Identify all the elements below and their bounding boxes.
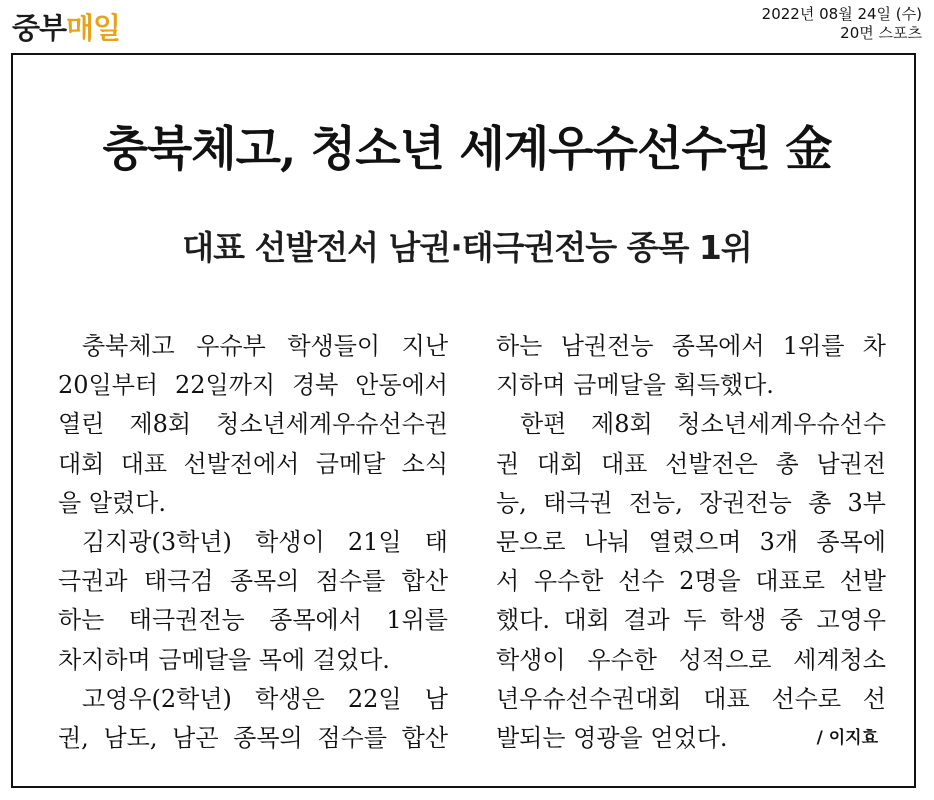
body-line: 하는 태극권전능 종목에서 1위를	[58, 606, 448, 635]
body-line: 충북체고 우슈부 학생들이 지난	[82, 332, 448, 360]
publication-date: 2022년 08월 24일 (수)	[761, 5, 922, 23]
body-line: 20일부터 22일까지 경북 안동에서	[58, 371, 448, 400]
body-line: 서 우수한 선수 2명을 대표로 선발	[496, 567, 886, 596]
article-headline: 충북체고, 청소년 세계우슈선수권 金	[102, 122, 832, 177]
masthead-name-main: 중부	[12, 11, 67, 45]
body-line: 을 알렸다.	[58, 488, 166, 517]
body-line: 차지하며 금메달을 목에 걸었다.	[58, 645, 390, 674]
body-line: 년우슈선수권대회 대표 선수로 선	[496, 684, 886, 713]
byline: / 이지효	[816, 728, 878, 749]
body-line: 권, 남도, 남곤 종목의 점수를 합산	[58, 724, 448, 753]
body-line: 대회 대표 선발전에서 금메달 소식	[58, 449, 448, 478]
masthead-logo	[12, 6, 120, 47]
body-line: 하는 남권전능 종목에서 1위를 차	[496, 332, 886, 360]
body-line: 한편 제8회 청소년세계우슈선수	[520, 410, 886, 439]
body-line: 김지광(3학년) 학생이 21일 태	[82, 528, 448, 557]
page-section: 20면 스포츠	[840, 24, 922, 42]
body-line: 권 대회 대표 선발전은 총 남권전	[496, 449, 886, 478]
publication-meta	[762, 5, 922, 43]
masthead-name-tail: 매일	[66, 11, 121, 45]
body-line: 발되는 영광을 얻었다.	[496, 724, 728, 753]
body-line: 능, 태극권 전능, 장권전능 총 3부	[496, 488, 886, 517]
body-line: 극권과 태극검 종목의 점수를 합산	[58, 567, 448, 596]
article-subhead: 대표 선발전서 남권·태극권전능 종목 1위	[182, 228, 752, 267]
body-line: 했다. 대회 결과 두 학생 중 고영우	[496, 606, 886, 635]
body-line: 문으로 나눠 열렸으며 3개 종목에	[496, 528, 886, 557]
closing-line	[496, 719, 886, 758]
body-line: 고영우(2학년) 학생은 22일 남	[82, 684, 448, 713]
body-line: 학생이 우수한 성적으로 세계청소	[496, 645, 886, 674]
body-line: 열린 제8회 청소년세계우슈선수권	[58, 410, 448, 439]
body-line: 지하며 금메달을 획득했다.	[496, 371, 774, 400]
article-column-right	[496, 327, 886, 758]
article-column-left	[58, 327, 448, 758]
